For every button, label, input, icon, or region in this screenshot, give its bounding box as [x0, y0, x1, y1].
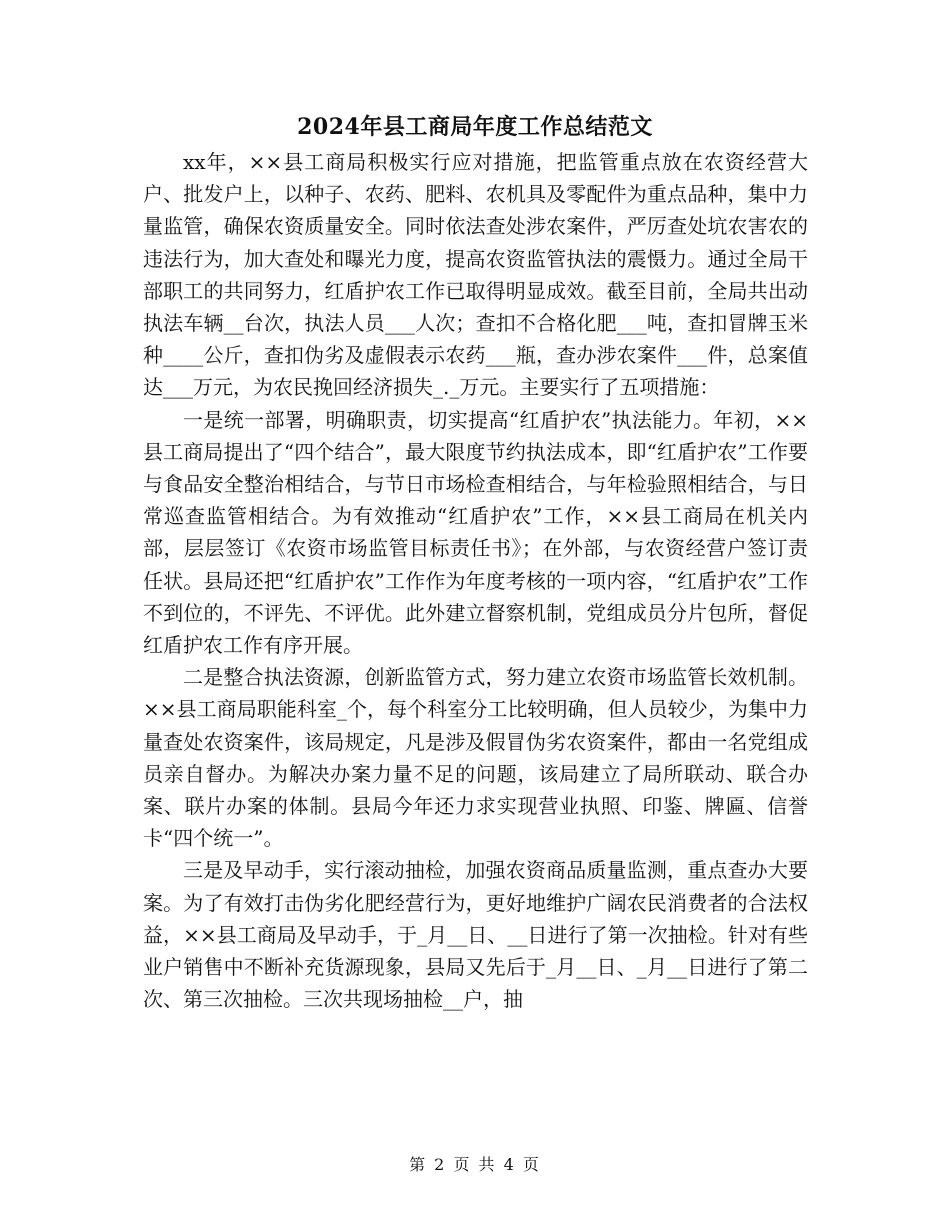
page-number-footer: 第 2 页 共 4 页 [409, 1155, 541, 1174]
paragraph-measure-3: 三是及早动手，实行滚动抽检，加强农资商品质量监测，重点查办大要案。为了有效打击伪劣化肥经营行为，更好地维护广阔农民消费者的合法权益，××县工商局及早动手，于_月__日、__日进行了第一次抽检。针对有些业户销售中不断补充货源现象，县局又先后于_月__日、_月__日进行了第二次、第三次抽检。三次共现场抽检__户，抽 [143, 858, 808, 1012]
document-body [143, 146, 808, 1015]
paragraph-intro: xx年，××县工商局积极实行应对措施，把监管重点放在农资经营大户、批发户上，以种子、农药、肥料、农机具及零配件为重点品种，集中力量监管，确保农资质量安全。同时依法查处涉农案件，严厉查处坑农害农的违法行为，加大查处和曝光力度，提高农资监管执法的震慑力。通过全局干部职工的共同努力，红盾护农工作已取得明显成效。截至目前，全局共出动执法车辆__台次，执法人员___人次；查扣不合格化肥___吨，查扣冒牌玉米种____公斤，查扣伪劣及虚假表示农药___瓶，查办涉农案件___件，总案值达___万元，为农民挽回经济损失_._万元。主要实行了五项措施： [143, 150, 808, 400]
document-title: 2024年县工商局年度工作总结范文 [297, 114, 653, 140]
paragraph-measure-2: 二是整合执法资源，创新监管方式，努力建立农资市场监管长效机制。××县工商局职能科室_个，每个科室分工比较明确，但人员较少，为集中力量查处农资案件，该局规定，凡是涉及假冒伪劣农资案件，都由一名党组成员亲自督办。为解决办案力量不足的问题，该局建立了局所联动、联合办案、联片办案的体制。县局今年还力求实现营业执照、印鉴、牌匾、信誉卡“四个统一”。 [143, 665, 808, 851]
paragraph-measure-1: 一是统一部署，明确职责，切实提高“红盾护农”执法能力。年初，××县工商局提出了“四个结合”，最大限度节约执法成本，即“红盾护农”工作要与食品安全整治相结合，与节日市场检查相结合，与年检验照相结合，与日常巡查监管相结合。为有效推动“红盾护农”工作，××县工商局在机关内部，层层签订《农资市场监管目标责任书》；在外部，与农资经营户签订责任状。县局还把“红盾护农”工作作为年度考核的一项内容，“红盾护农”工作不到位的，不评先、不评优。此外建立督察机制，党组成员分片包所，督促红盾护农工作有序开展。 [143, 407, 808, 658]
